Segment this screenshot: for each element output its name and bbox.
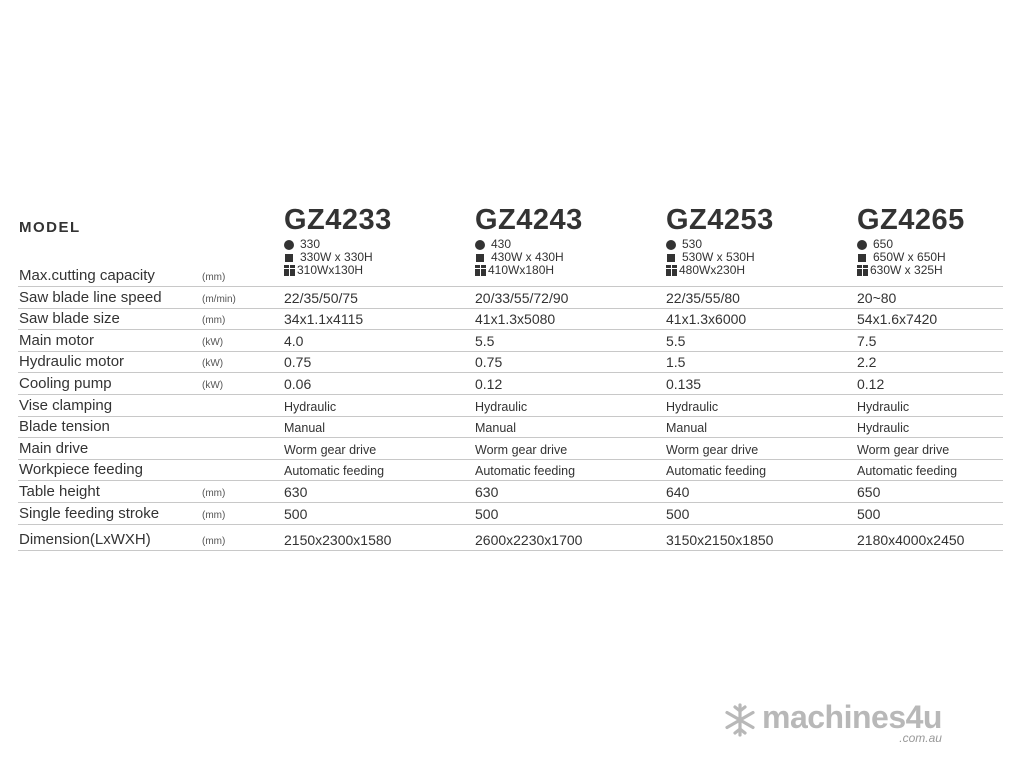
model-name: GZ4265 — [857, 204, 965, 236]
table-row — [18, 265, 1003, 287]
value-cell: 3150x2150x1850 — [666, 531, 774, 548]
capacity-round: 430 — [475, 238, 564, 251]
unit-label: (mm) — [202, 535, 226, 547]
unit-label: (mm) — [202, 509, 226, 521]
value-cell: Worm gear drive — [284, 442, 377, 457]
value-cell: 20~80 — [857, 289, 897, 306]
capacity-bundle: 480Wx230H — [666, 264, 755, 277]
table-row — [18, 309, 1003, 331]
value-cell: 0.135 — [666, 375, 702, 392]
unit-label: (mm) — [202, 272, 226, 283]
capacity-bundle: 410Wx180H — [475, 264, 564, 277]
capacity-square: 650W x 650H — [857, 251, 946, 264]
value-cell: 500 — [284, 505, 308, 522]
value-cell: 630 — [475, 483, 499, 500]
table-row — [18, 330, 1003, 352]
param-label: Blade tension — [19, 418, 110, 436]
capacity-round: 530 — [666, 238, 755, 251]
value-cell: Worm gear drive — [857, 442, 950, 457]
value-cell: Automatic feeding — [475, 464, 576, 479]
value-cell: Automatic feeding — [666, 464, 767, 479]
value-cell: 41x1.3x6000 — [666, 311, 747, 328]
value-cell: 0.75 — [284, 354, 312, 371]
square-icon — [285, 254, 293, 262]
value-cell: 34x1.1x4115 — [284, 311, 364, 328]
value-cell: 0.12 — [475, 375, 503, 392]
value-cell: 630 — [284, 483, 308, 500]
value-cell: 20/33/55/72/90 — [475, 289, 569, 306]
value-cell: 5.5 — [666, 332, 686, 349]
table-row — [18, 287, 1003, 309]
model-column-gz4265 — [857, 205, 965, 235]
table-row — [18, 352, 1003, 374]
table-row — [18, 395, 1003, 417]
value-cell: 1.5 — [666, 354, 686, 371]
unit-label: (mm) — [202, 315, 226, 327]
value-cell: 22/35/55/80 — [666, 289, 740, 306]
value-cell: 2180x4000x2450 — [857, 531, 965, 548]
value-cell: Automatic feeding — [284, 464, 385, 479]
value-cell: Hydraulic — [857, 399, 910, 414]
model-column-gz4243 — [475, 205, 583, 235]
square-icon — [667, 254, 675, 262]
param-label: Main drive — [19, 439, 89, 457]
value-cell: Worm gear drive — [666, 442, 759, 457]
table-row — [18, 481, 1003, 503]
square-icon — [858, 254, 866, 262]
value-cell: 0.75 — [475, 354, 503, 371]
value-cell: 5.5 — [475, 332, 495, 349]
capacity-square: 530W x 530H — [666, 251, 755, 264]
watermark-logo — [722, 699, 942, 745]
param-label: Vise clamping — [19, 396, 113, 414]
capacity-round: 650 — [857, 238, 946, 251]
capacity-bundle: 310Wx130H — [284, 264, 373, 277]
param-label: Max.cutting capacity — [19, 267, 155, 284]
table-row — [18, 373, 1003, 395]
value-cell: 2.2 — [857, 354, 877, 371]
circle-icon — [475, 240, 485, 250]
model-column-gz4233 — [284, 205, 392, 235]
model-label: MODEL — [19, 219, 81, 236]
value-cell: 41x1.3x5080 — [475, 311, 556, 328]
value-cell: Hydraulic — [475, 399, 528, 414]
value-cell: Hydraulic — [857, 421, 910, 436]
watermark-text-block — [762, 699, 942, 745]
value-cell: Manual — [284, 421, 325, 436]
model-name: GZ4243 — [475, 204, 583, 236]
param-label: Main motor — [19, 331, 95, 349]
unit-label: (kW) — [202, 358, 224, 370]
capacity-square: 330W x 330H — [284, 251, 373, 264]
spec-table — [18, 205, 1003, 551]
square-icon — [476, 254, 484, 262]
capacity-bundle: 630W x 325H — [857, 264, 946, 277]
unit-label: (mm) — [202, 487, 226, 499]
value-cell: 7.5 — [857, 332, 877, 349]
param-label: Saw blade size — [19, 310, 120, 328]
param-label: Table height — [19, 482, 100, 500]
table-row — [18, 460, 1003, 482]
value-cell: 22/35/50/75 — [284, 289, 358, 306]
value-cell: Hydraulic — [284, 399, 337, 414]
param-label: Cooling pump — [19, 374, 112, 392]
value-cell: 0.12 — [857, 375, 885, 392]
value-cell: 2150x2300x1580 — [284, 531, 392, 548]
watermark-domain: .com.au — [899, 731, 942, 745]
circle-icon — [857, 240, 867, 250]
capacity-square: 430W x 430H — [475, 251, 564, 264]
value-cell: Manual — [666, 421, 707, 436]
snowflake-logo-icon — [722, 702, 758, 738]
table-row — [18, 438, 1003, 460]
table-row — [18, 417, 1003, 439]
value-cell: 4.0 — [284, 332, 304, 349]
model-column-gz4253 — [666, 205, 774, 235]
param-label: Dimension(LxWXH) — [19, 530, 151, 548]
watermark-brand: machines4u — [762, 699, 942, 735]
value-cell: Manual — [475, 421, 516, 436]
model-name: GZ4253 — [666, 204, 774, 236]
circle-icon — [284, 240, 294, 250]
value-cell: 500 — [475, 505, 499, 522]
value-cell: 500 — [666, 505, 690, 522]
unit-label: (m/min) — [202, 293, 236, 305]
value-cell: Worm gear drive — [475, 442, 568, 457]
value-cell: 54x1.6x7420 — [857, 311, 938, 328]
value-cell: 0.06 — [284, 375, 312, 392]
param-label: Hydraulic motor — [19, 353, 125, 371]
param-label: Workpiece feeding — [19, 461, 143, 479]
capacity-round: 330 — [284, 238, 373, 251]
value-cell: 2600x2230x1700 — [475, 531, 583, 548]
param-label: Single feeding stroke — [19, 504, 160, 522]
value-cell: 640 — [666, 483, 690, 500]
unit-label: (kW) — [202, 379, 224, 391]
table-row — [18, 525, 1003, 551]
circle-icon — [666, 240, 676, 250]
param-label: Saw blade line speed — [19, 288, 162, 306]
table-row — [18, 503, 1003, 525]
value-cell: 650 — [857, 483, 881, 500]
value-cell: Automatic feeding — [857, 464, 958, 479]
value-cell: 500 — [857, 505, 881, 522]
value-cell: Hydraulic — [666, 399, 719, 414]
unit-label: (kW) — [202, 336, 224, 348]
model-name: GZ4233 — [284, 204, 392, 236]
